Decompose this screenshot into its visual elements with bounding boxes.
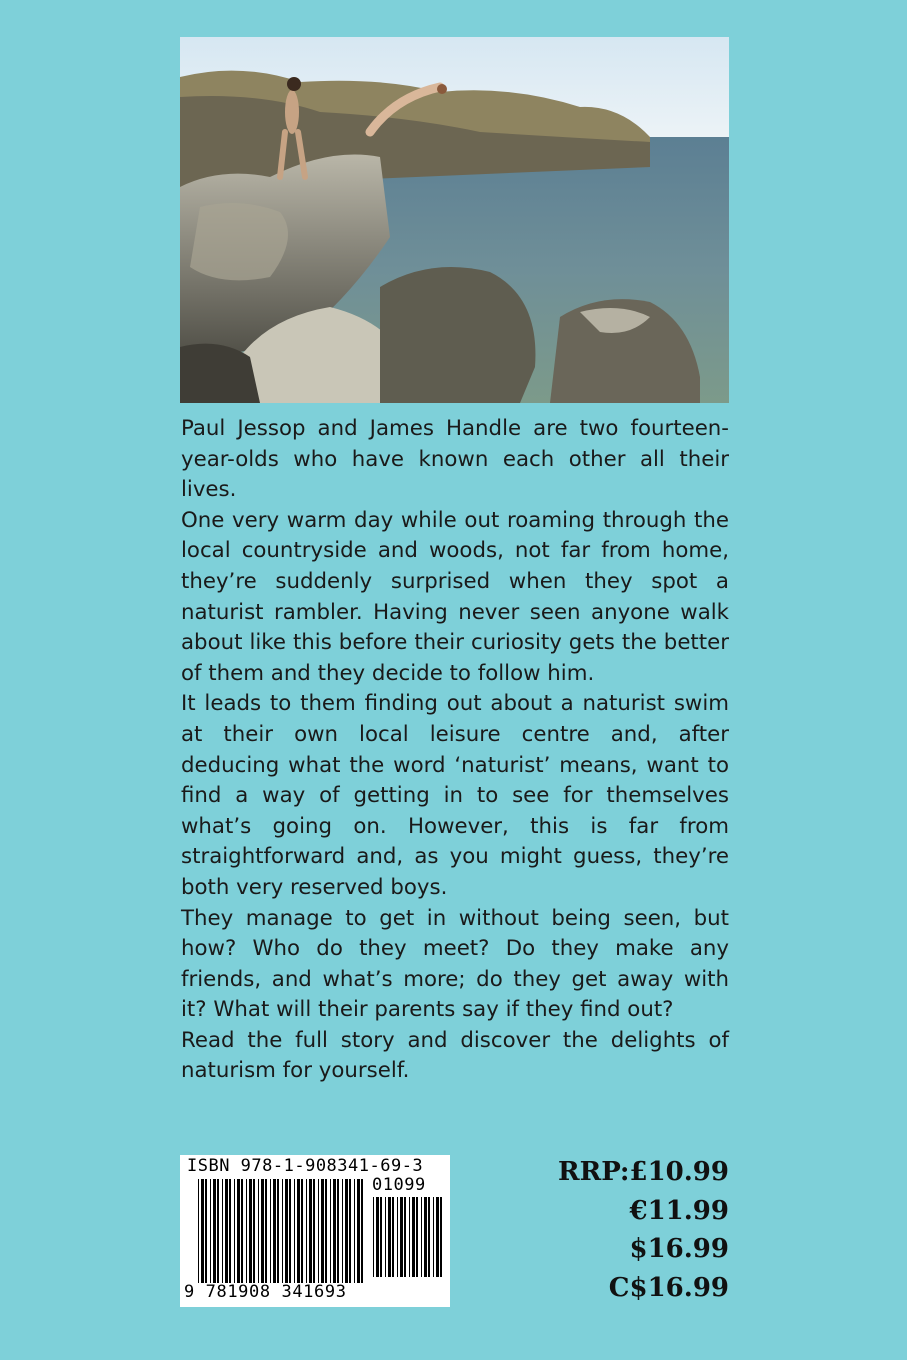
barcode-bar (321, 1179, 324, 1283)
barcode-bar (309, 1179, 312, 1283)
barcode-bar (258, 1179, 259, 1283)
price-usd: $16.99 (629, 1234, 729, 1264)
barcode-bar (385, 1197, 386, 1277)
barcode-bar (273, 1179, 276, 1283)
blurb-paragraph: Read the full story and discover the delights of naturism for yourself. (181, 1027, 729, 1084)
barcode-bar (234, 1179, 235, 1283)
barcode-bar (354, 1179, 355, 1283)
barcode-bar (201, 1179, 204, 1283)
barcode-bar (249, 1179, 252, 1283)
ean-barcode-bars (198, 1179, 368, 1283)
price-addon-bars (373, 1197, 443, 1301)
barcode-bar (440, 1197, 442, 1277)
barcode-bar (270, 1179, 271, 1283)
barcode-bar (285, 1179, 288, 1283)
barcode-bar (424, 1197, 427, 1277)
barcode-bar (349, 1179, 351, 1283)
barcode-bar (325, 1179, 327, 1283)
barcode-bar (246, 1179, 247, 1283)
barcode-bar (210, 1179, 211, 1283)
isbn-barcode (180, 1155, 450, 1307)
barcode-bar (253, 1179, 255, 1283)
blurb-paragraph: Paul Jessop and James Handle are two fourteen-year-olds who have known each other all their lives. (181, 416, 729, 503)
barcode-bar (330, 1179, 331, 1283)
barcode-bar (225, 1179, 228, 1283)
barcode-bar (222, 1179, 223, 1283)
barcode-bar (400, 1197, 403, 1277)
blurb-paragraph: It leads to them finding out about a naturist swim at their own local leisure centre and, after deducing what the word ‘naturist’ means, want to find a way of getting in to see for themselves what’s going on. However, this is far from straightforward and, as you might guess, they’re both very reserved boys. (181, 691, 729, 900)
barcode-bar (213, 1179, 216, 1283)
barcode-bar (436, 1197, 439, 1277)
cover-photo (180, 37, 729, 403)
barcode-bar (392, 1197, 394, 1277)
barcode-bar (198, 1179, 199, 1283)
back-cover-blurb (181, 414, 729, 1087)
barcode-bar (361, 1179, 363, 1283)
barcode-bar (416, 1197, 418, 1277)
price-eur: €11.99 (629, 1195, 729, 1226)
blurb-paragraph: They manage to get in without being seen, but how? Who do they meet? Do they make any friends, and what’s more; do they get away with it? What will their parents say if they find out? (181, 905, 729, 1023)
price-list (558, 1153, 729, 1307)
barcode-bar (397, 1197, 398, 1277)
barcode-bar (301, 1179, 303, 1283)
barcode-bar (337, 1179, 339, 1283)
blurb-paragraph: One very warm day while out roaming through the local countryside and woods, not far from home, they’re suddenly surprised when they spot a naturist rambler. Having never seen anyone walk about like this before their curiosity gets the better of them and they decide to follow him. (181, 507, 729, 686)
price-cad: C$16.99 (608, 1272, 729, 1303)
barcode-bar (404, 1197, 406, 1277)
barcode-bar (412, 1197, 415, 1277)
barcode-bar (342, 1179, 343, 1283)
barcode-bar (421, 1197, 422, 1277)
barcode-bar (237, 1179, 240, 1283)
barcode-bar (241, 1179, 243, 1283)
barcode-bar (306, 1179, 307, 1283)
barcode-bar (318, 1179, 319, 1283)
barcode-bar (376, 1197, 379, 1277)
barcode-bar (428, 1197, 430, 1277)
barcode-bar (205, 1179, 207, 1283)
barcode-bar (433, 1197, 434, 1277)
barcode-bar (345, 1179, 348, 1283)
barcode-bar (261, 1179, 264, 1283)
ean-digits: 9 781908 341693 (184, 1282, 347, 1302)
barcode-bar (217, 1179, 219, 1283)
isbn-label: ISBN 978-1-908341-69-3 (187, 1156, 424, 1176)
barcode-bar (388, 1197, 391, 1277)
rocky-coast-photo (180, 37, 729, 403)
barcode-bar (294, 1179, 295, 1283)
barcode-bar (373, 1197, 374, 1277)
barcode-bar (277, 1179, 279, 1283)
barcode-bar (297, 1179, 300, 1283)
barcode-bar (282, 1179, 283, 1283)
price-code: 01099 (372, 1175, 426, 1195)
barcode-bar (357, 1179, 360, 1283)
barcode-bar (229, 1179, 231, 1283)
barcode-bar (333, 1179, 336, 1283)
barcode-bar (409, 1197, 410, 1277)
price-gbp: RRP:£10.99 (558, 1157, 729, 1187)
barcode-bar (289, 1179, 291, 1283)
barcode-bar (313, 1179, 315, 1283)
barcode-bar (380, 1197, 382, 1277)
barcode-bar (265, 1179, 267, 1283)
